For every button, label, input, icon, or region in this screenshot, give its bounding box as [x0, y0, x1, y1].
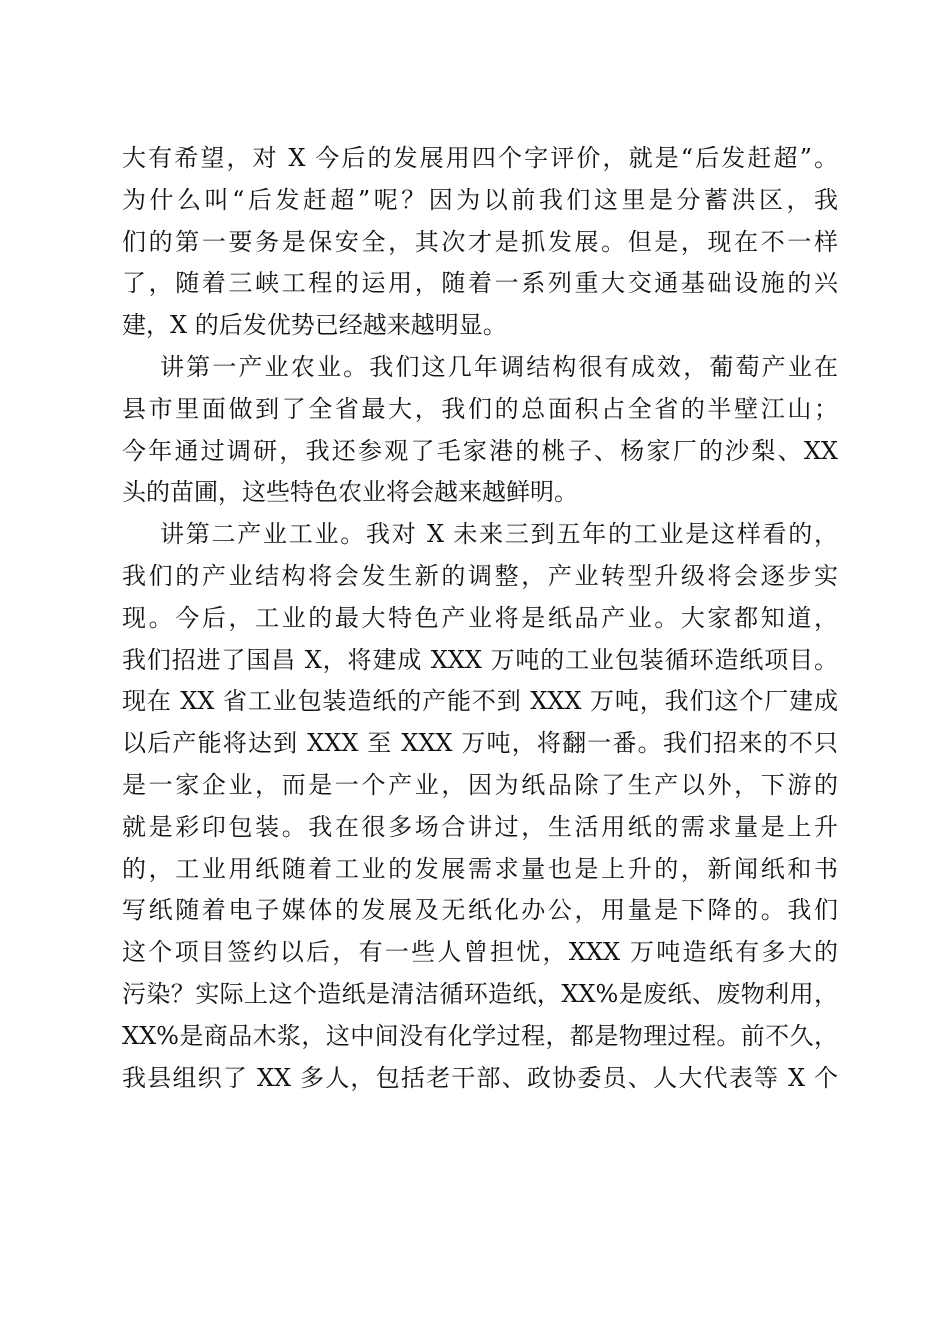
text-line: 的，工业用纸随着工业的发展需求量也是上升的，新闻纸和书 — [122, 854, 838, 883]
paragraph-1 — [122, 138, 838, 347]
text-line: 我县组织了 XX 多人，包括老干部、政协委员、人大代表等 X 个 — [122, 1063, 838, 1092]
text-line: 大有希望，对 X 今后的发展用四个字评价，就是“后发赶超”。 — [122, 144, 838, 172]
text-line: 今年通过调研，我还参观了毛家港的桃子、杨家厂的沙梨、XX — [122, 436, 838, 465]
text-line: 讲第二产业工业。我对 X 未来三到五年的工业是这样看的， — [160, 520, 838, 549]
text-line: XX%是商品木浆，这中间没有化学过程，都是物理过程。前不久， — [122, 1021, 838, 1050]
text-line: 我们招进了国昌 X，将建成 XXX 万吨的工业包装循环造纸项目。 — [122, 645, 838, 674]
text-line: 为什么叫“后发赶超”呢？因为以前我们这里是分蓄洪区，我 — [122, 185, 838, 214]
text-line: 县市里面做到了全省最大，我们的总面积占全省的半壁江山； — [122, 394, 838, 423]
text-line: 是一家企业，而是一个产业，因为纸品除了生产以外，下游的 — [122, 770, 838, 799]
text-line: 讲第一产业农业。我们这几年调结构很有成效，葡萄产业在 — [160, 352, 838, 381]
text-line: 头的苗圃，这些特色农业将会越来越鲜明。 — [122, 478, 578, 507]
text-line: 以后产能将达到 XXX 至 XXX 万吨，将翻一番。我们招来的不只 — [122, 729, 838, 758]
text-line: 就是彩印包装。我在很多场合讲过，生活用纸的需求量是上升 — [122, 812, 838, 841]
text-line: 我们的产业结构将会发生新的调整，产业转型升级将会逐步实 — [122, 561, 838, 590]
paragraph-2 — [122, 347, 838, 514]
paragraph-3 — [122, 514, 838, 1099]
text-line: 污染？实际上这个造纸是清洁循环造纸，XX%是废纸、废物利用， — [122, 979, 838, 1008]
document-body — [122, 138, 838, 1099]
text-line: 建，X 的后发优势已经越来越明显。 — [122, 311, 507, 340]
text-line: 现在 XX 省工业包装造纸的产能不到 XXX 万吨，我们这个厂建成 — [122, 687, 838, 716]
text-line: 这个项目签约以后，有一些人曾担忧，XXX 万吨造纸有多大的 — [122, 938, 838, 967]
text-line: 写纸随着电子媒体的发展及无纸化办公，用量是下降的。我们 — [122, 896, 838, 925]
text-line: 们的第一要务是保安全，其次才是抓发展。但是，现在不一样 — [122, 227, 838, 256]
text-line: 现。今后，工业的最大特色产业将是纸品产业。大家都知道， — [122, 603, 838, 632]
text-line: 了，随着三峡工程的运用，随着一系列重大交通基础设施的兴 — [122, 269, 838, 298]
